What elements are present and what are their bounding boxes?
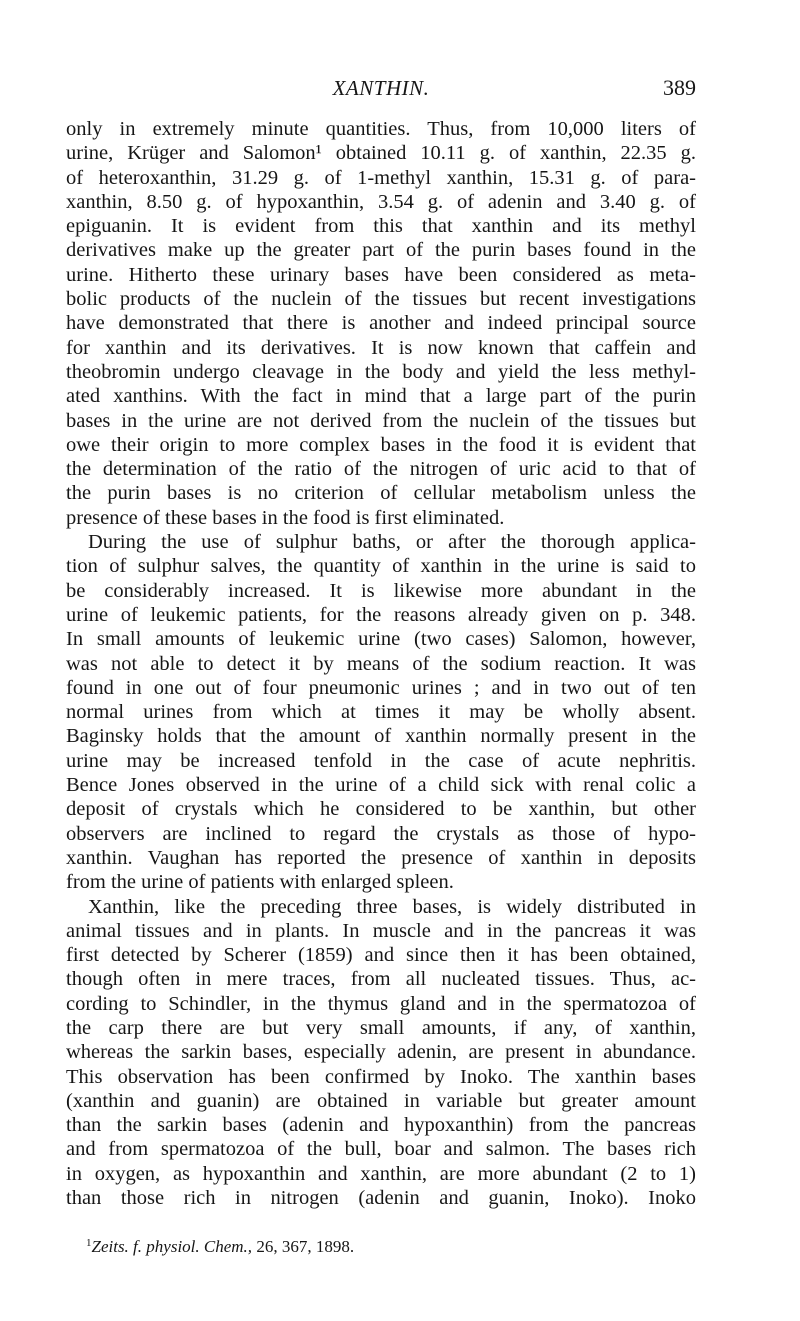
text-line: ated xanthins. With the fact in mind that a large part of the purin [66, 385, 696, 408]
text-line: bases in the urine are not derived from the nuclein of the tissues but [66, 409, 696, 432]
text-line: Baginsky holds that the amount of xanthin normally present in the [66, 725, 696, 748]
text-line: bolic products of the nuclein of the tissues but recent investigations [66, 288, 696, 311]
text-line: was not able to detect it by means of the sodium reaction. It was [66, 652, 696, 675]
text-line: During the use of sulphur baths, or after the thorough applica- [88, 531, 696, 554]
text-line: deposit of crystals which he considered to be xanthin, but other [66, 798, 696, 821]
running-head [66, 73, 696, 103]
text-line: Xanthin, like the preceding three bases, is widely distributed in [88, 895, 696, 918]
text-line: xanthin, 8.50 g. of hypoxanthin, 3.54 g. of adenin and 3.40 g. of [66, 190, 696, 213]
text-line: than the sarkin bases (adenin and hypoxanthin) from the pancreas [66, 1114, 696, 1137]
text-line: This observation has been confirmed by Inoko. The xanthin bases [66, 1065, 696, 1088]
paragraphs [66, 117, 696, 1210]
text-line: In small amounts of leukemic urine (two cases) Salomon, however, [66, 628, 696, 651]
text-line: first detected by Scherer (1859) and since then it has been obtained, [66, 944, 696, 967]
page-number: 389 [663, 75, 696, 100]
paragraph [66, 117, 696, 530]
text-line: Bence Jones observed in the urine of a child sick with renal colic a [66, 774, 696, 797]
paragraph [66, 895, 696, 1211]
text-line: found in one out of four pneumonic urines ; and in two out of ten [66, 676, 696, 699]
text-line: though often in mere traces, from all nucleated tissues. Thus, ac- [66, 968, 696, 991]
footnote [86, 1232, 354, 1258]
footnote-journal: Zeits. f. physiol. Chem., [91, 1237, 253, 1256]
text-line: urine. Hitherto these urinary bases have been considered as meta- [66, 263, 696, 286]
text-line: owe their origin to more complex bases in the food it is evident that [66, 433, 696, 456]
text-line: xanthin. Vaughan has reported the presence of xanthin in deposits [66, 846, 696, 869]
text-line: for xanthin and its derivatives. It is now known that caffein and [66, 336, 696, 359]
text-line: animal tissues and in plants. In muscle and in the pancreas it was [66, 919, 696, 942]
text-line: normal urines from which at times it may be wholly absent. [66, 701, 696, 724]
text-line: be considerably increased. It is likewise more abundant in the [66, 579, 696, 602]
text-line: the purin bases is no criterion of cellular metabolism unless the [66, 482, 696, 505]
text-line: urine may be increased tenfold in the case of acute nephritis. [66, 749, 696, 772]
text-line: derivatives make up the greater part of the purin bases found in the [66, 239, 696, 262]
text-line: of heteroxanthin, 31.29 g. of 1-methyl xanthin, 15.31 g. of para- [66, 166, 696, 189]
footnote-reference: 26, 367, 1898. [256, 1237, 355, 1256]
text-line: observers are inclined to regard the crystals as those of hypo- [66, 822, 696, 845]
text-line: cording to Schindler, in the thymus gland and in the spermatozoa of [66, 992, 696, 1015]
running-title: XANTHIN. [332, 76, 430, 100]
text-line: theobromin undergo cleavage in the body and yield the less methyl- [66, 360, 696, 383]
text-line: the determination of the ratio of the nitrogen of uric acid to that of [66, 458, 696, 481]
text-line: tion of sulphur salves, the quantity of xanthin in the urine is said to [66, 555, 696, 578]
paragraph [66, 530, 696, 894]
text-line: in oxygen, as hypoxanthin and xanthin, are more abundant (2 to 1) [66, 1162, 696, 1185]
text-line: presence of these bases in the food is first eliminated. [66, 506, 505, 529]
text-line: whereas the sarkin bases, especially adenin, are present in abundance. [66, 1041, 696, 1064]
text-line: only in extremely minute quantities. Thus, from 10,000 liters of [66, 118, 696, 140]
text-line: the carp there are but very small amounts, if any, of xanthin, [66, 1016, 696, 1039]
text-line: have demonstrated that there is another and indeed principal source [66, 312, 696, 335]
text-line: from the urine of patients with enlarged spleen. [66, 871, 454, 894]
body-text [66, 117, 696, 1210]
text-line: (xanthin and guanin) are obtained in variable but greater amount [66, 1089, 696, 1112]
text-line: urine, Krüger and Salomon¹ obtained 10.11 g. of xanthin, 22.35 g. [66, 142, 696, 165]
text-line: urine of leukemic patients, for the reasons already given on p. 348. [66, 603, 696, 626]
text-line: than those rich in nitrogen (adenin and guanin, Inoko). Inoko [66, 1187, 696, 1210]
text-line: epiguanin. It is evident from this that xanthin and its methyl [66, 215, 696, 238]
footnote-marker: 1 [86, 1237, 92, 1249]
text-line: and from spermatozoa of the bull, boar and salmon. The bases rich [66, 1138, 696, 1161]
